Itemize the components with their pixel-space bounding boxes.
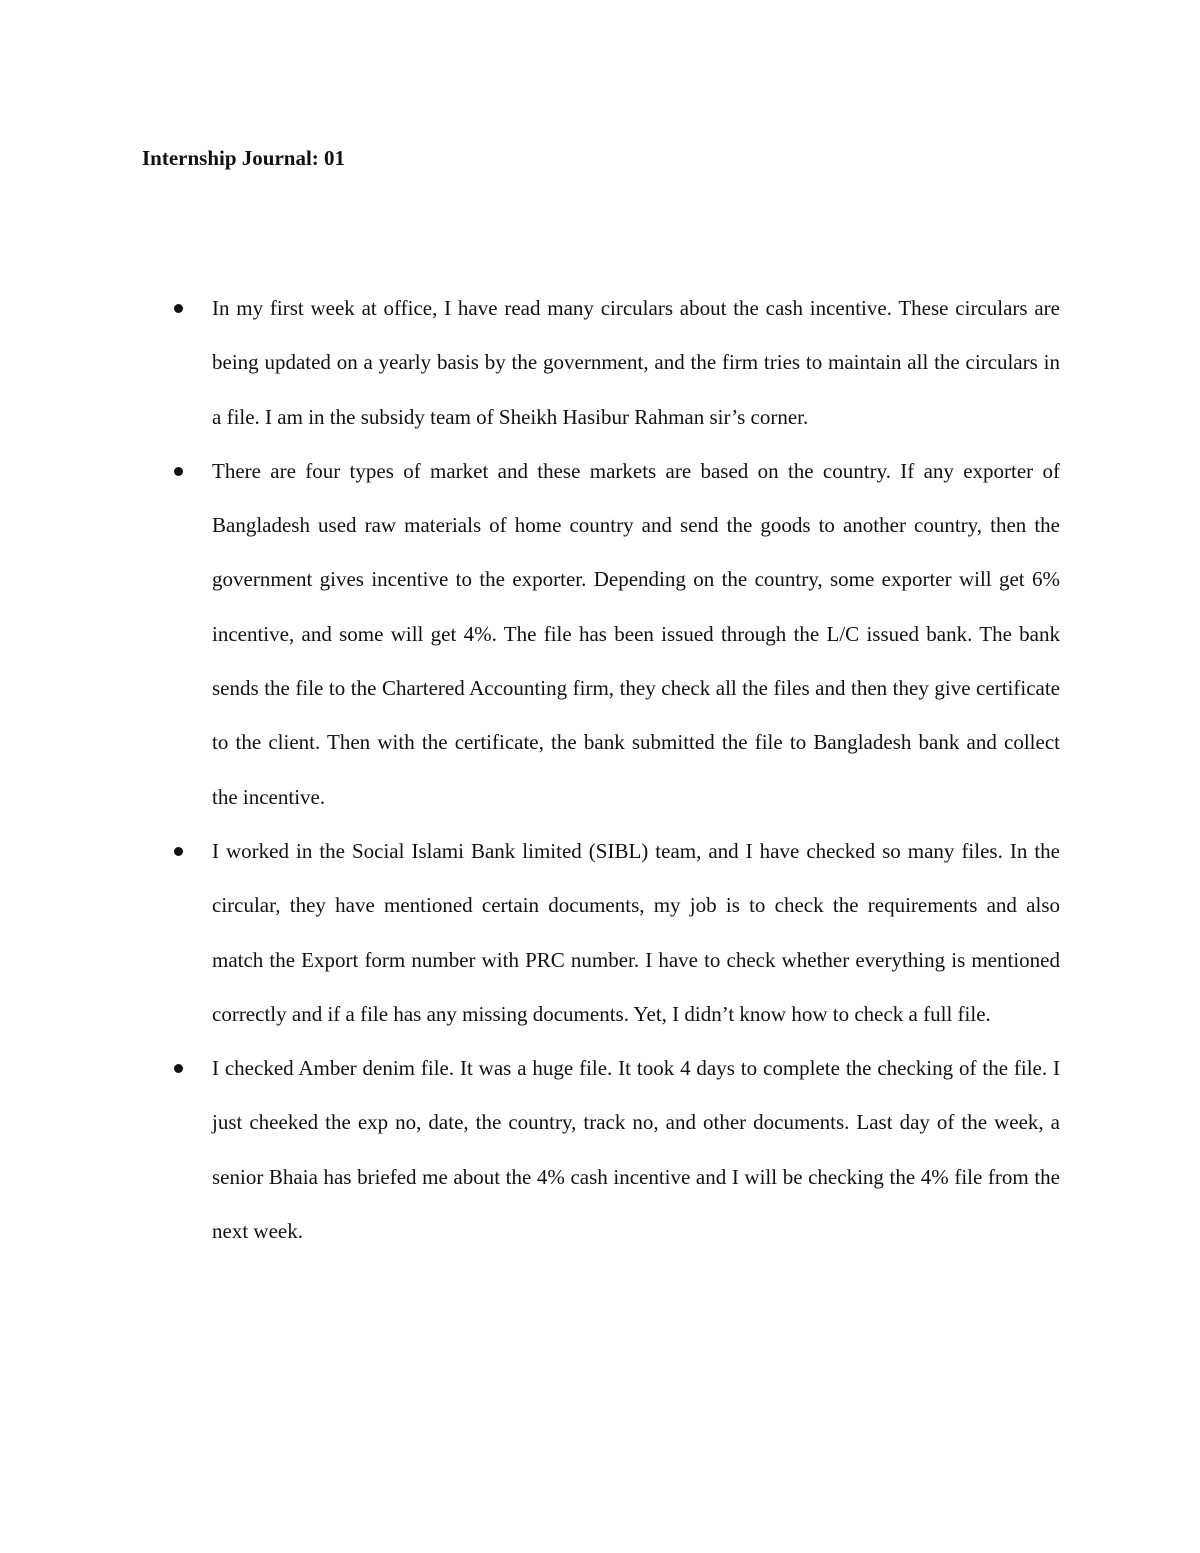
document-title: Internship Journal: 01 — [142, 146, 346, 170]
journal-entry-4 — [162, 1041, 1060, 1258]
bullet-dot-icon — [174, 847, 183, 856]
journal-entry-text: I checked Amber denim file. It was a huge file. It took 4 days to complete the checking of the file. I just cheeked the exp no, date, the country, track no, and other documents. Last day of the week, a senior Bhaia has briefed me about the 4% cash incentive and I will be checking the 4% file from the next week. — [212, 1056, 1060, 1244]
bullet-dot-icon — [174, 304, 183, 313]
journal-entry-2 — [162, 444, 1060, 824]
journal-entry-text: I worked in the Social Islami Bank limited (SIBL) team, and I have checked so many files. In the circular, they have mentioned certain documents, my job is to check the requirements and also match the Export form number with PRC number. I have to check whether everything is mentioned correctly and if a file has any missing documents. Yet, I didn’t know how to check a full file. — [212, 838, 1060, 1026]
bullet-dot-icon — [174, 1064, 183, 1073]
bullet-dot-icon — [174, 467, 183, 476]
journal-bullet-list — [162, 281, 1060, 1258]
journal-entry-1 — [162, 281, 1060, 444]
journal-entry-text: In my first week at office, I have read many circulars about the cash incentive. These circulars are being updated on a yearly basis by the government, and the firm tries to maintain all the circulars in a file. I am in the subsidy team of Sheikh Hasibur Rahman sir’s corner. — [212, 296, 1060, 429]
journal-entry-3 — [162, 824, 1060, 1041]
journal-entry-text: There are four types of market and these markets are based on the country. If any exporter of Bangladesh used raw materials of home country and send the goods to another country, then the government gives incentive to the exporter. Depending on the country, some exporter will get 6% incentive, and some will get 4%. The file has been issued through the L/C issued bank. The bank sends the file to the Chartered Accounting firm, they check all the files and then they give certificate to the client. Then with the certificate, the bank submitted the file to Bangladesh bank and collect the incentive. — [212, 458, 1060, 809]
